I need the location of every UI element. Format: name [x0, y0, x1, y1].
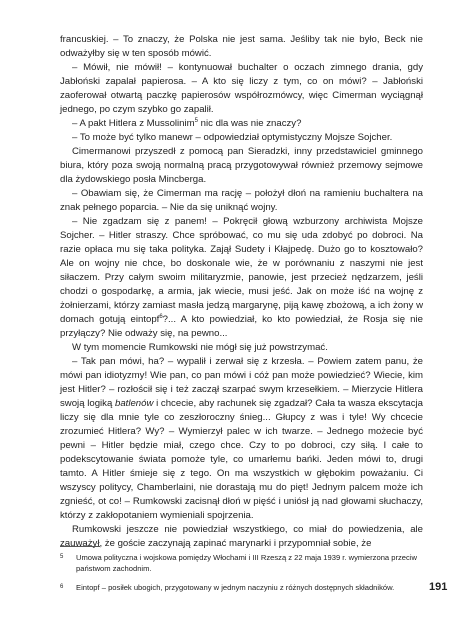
footnote-text: Umowa polityczna i wojskowa pomiędzy Włochami i III Rzeszą z 22 maja 1939 r. wymierzona przeciw państwom zachodnim.: [76, 553, 417, 573]
text-run: W tym momencie Rumkowski nie mógł się już powstrzymać.: [72, 342, 328, 353]
footnote-ref: 6: [159, 313, 163, 320]
footnote: [60, 582, 423, 593]
page-number: 191: [429, 581, 448, 593]
footnote: [60, 552, 423, 574]
paragraph: [60, 33, 423, 61]
text-run: francuskiej. – To znaczy, że Polska nie jest sama. Jeśliby tak nie było, Beck nie odważyłby się w ten sposób mówić.: [60, 34, 423, 59]
footnote-number: 6: [60, 584, 64, 590]
footnote-ref: 5: [194, 117, 198, 124]
paragraph: [60, 355, 423, 523]
text-run: Rumkowski jeszcze nie powiedział wszystkiego, co miał do powiedzenia, ale zauważył, że goście zaczynają zapinać marynarki i przypomniał sobie, że: [60, 524, 423, 549]
text-run: – Tak pan mówi, ha? – wypalił i zerwał się z krzesła. – Powiem zatem panu, że mówi pan idiotyzmy! Wie pan, co pan mówi i cóż pan może powiedzieć? Wiecie, kim jest Hitler? – rozłościł się i też zaczął szarpać swym krzesełkiem. – Mierzycie Hitlera swoją logiką: [60, 356, 423, 409]
paragraph: [60, 117, 423, 131]
text-run: – Mówił, nie mówił! – kontynuował buchalter o oczach zimnego drania, gdy Jabłoński zapalał papierosa. – A kto się liczy z tym, co on mówi? – Jabłoński zaoferował otwartą paczkę papierosów współrozmówcy, więc Cimerman wyciągnął jednego, po czym szybko go zapalił.: [60, 62, 423, 115]
paragraph: [60, 187, 423, 215]
italic-text: batlenów: [115, 398, 154, 409]
text-run: – Obawiam się, że Cimerman ma rację – położył dłoń na ramieniu buchaltera na znak pełnego poparcia. – Nie da się uniknąć wojny.: [60, 188, 423, 213]
footnote-separator: [60, 546, 100, 547]
paragraph: [60, 215, 423, 341]
text-run: – To może być tylko manewr – odpowiedział optymistyczny Mojsze Sojcher.: [72, 132, 393, 143]
footnote-number: 5: [60, 554, 64, 560]
text-run: Cimermanowi przyszedł z pomocą pan Sieradzki, inny przedstawiciel gminnego biura, który poza swoją normalną pracą przygotowywał również przemowy sejmowe dla żydowskiego posła Mincberga.: [60, 146, 423, 185]
paragraph: [60, 341, 423, 355]
paragraph: [60, 61, 423, 117]
footnote-text: Eintopf – posiłek ubogich, przygotowany w jednym naczyniu z różnych dostępnych składników.: [76, 583, 395, 592]
text-run: ?... A kto powiedział, ko kto powiedział, że Rosja się nie przyłączy? Nie odważy się, na pewno...: [60, 314, 423, 339]
main-text: [60, 33, 423, 551]
paragraph: [60, 523, 423, 551]
text-run: – Nie zgadzam się z panem! – Pokręcił głową wzburzony archiwista Mojsze Sojcher. – Hitler straszy. Chce spróbować, co mu się uda zdobyć po dobroci. Na razie opłaca mu się taka polityka. Zajął Sudety i Kłajpedę. Dużo go to kosztowało? Ale on wojny nie chce, bo doskonale wie, że w porównaniu z naszymi nie jest siłaczem. Przy całym swoim militaryzmie, panowie, jest przecież nędzarzem, jeśli chodzi o gospodarkę, a armia, jak wiecie, musi jeść. Jak on może iść na wojnę z żołnierzami, którzy zamiast masła jedzą margarynę, piją kawę zbożową, a ich żony w domach gotują eintopf: [60, 216, 423, 325]
text-run: – A pakt Hitlera z Mussolinim: [72, 118, 195, 129]
paragraph: [60, 145, 423, 187]
footnotes: [60, 552, 423, 601]
paragraph: [60, 131, 423, 145]
text-run: i chcecie, aby rachunek się zgadzał? Cała ta wasza ekscytacja liczy się dla mnie tyle co zeszłoroczny śnieg... Głupcy z was i tyle! Wy chcecie zrozumieć Hitlera? Wy? – Wymierzył palec w ich twarze. – Jednego możecie być pewni – Hitler będzie miał, czego chce. Czy to po dobroci, czy siłą. I całe to podekscytowanie świata pomoże tyle, co umarłemu bańki. Jeden mówi to, drugi tamto. A Hitler śmieje się z tego. On ma wszystkich w głębokim poważaniu. Ci wszyscy politycy, Chamberlaini, nie dorastają mu do pięt! Jednym palcem może ich zgnieść, ot co! – Rumkowski zacisnął dłoń w pięść i uniósł ją nad głowami słuchaczy, którzy z zakłopotaniem wymieniali spojrzenia.: [60, 398, 424, 521]
text-run: nic dla was nie znaczy?: [197, 118, 302, 129]
